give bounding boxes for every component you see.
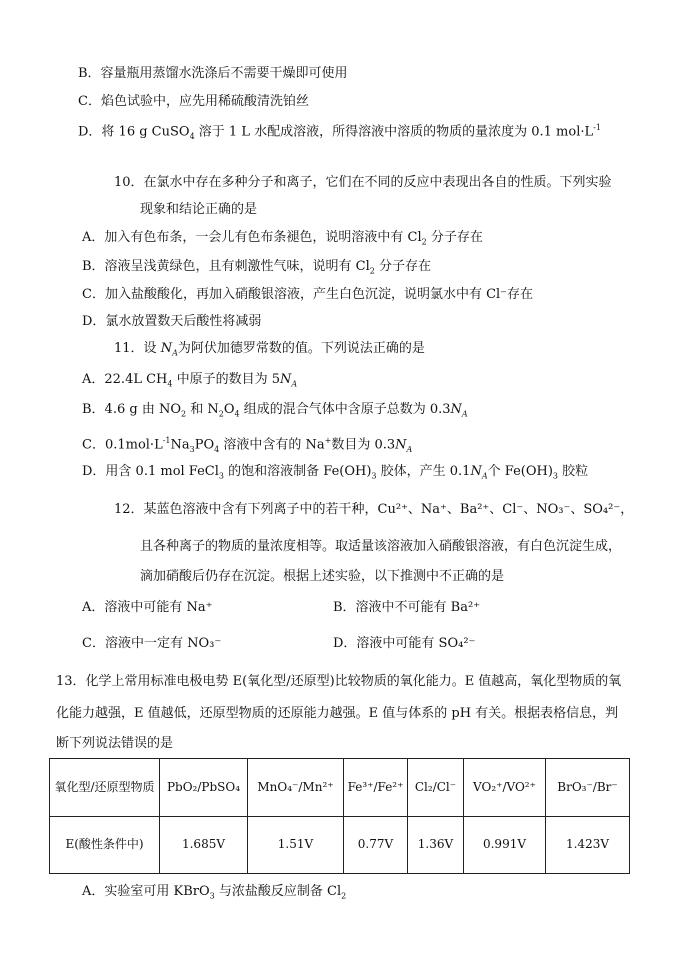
option-c-prev: C．焰色试验中，应先用稀硫酸清洗铂丝: [78, 94, 309, 109]
table-couple-cl2: Cl₂/Cl⁻: [408, 759, 464, 817]
electrode-potential-table: [49, 758, 630, 874]
question-13-stem-cont-2: 断下列说法错误的是: [56, 736, 174, 751]
option-d-prev: D．将 16 g CuSO$_4$ 溶于 1 L 水配成溶液，所得溶液中溶质的物质的量浓度为 0.1 $mol\cdot L^{-1}$: [78, 123, 601, 141]
question-12-option-a: A．溶液中可能有 Na⁺: [82, 600, 213, 615]
question-11-option-b: B．4.6 g 由 $NO_2$ 和 $N_2O_4$ 组成的混合气体中含原子总数为 $0.3N_A$: [82, 402, 468, 419]
table-header-label: 氧化型/还原型物质: [50, 759, 160, 817]
question-11-option-d: D．用含 0.1 mol FeCl$_3$ 的饱和溶液制备 $Fe(OH)_3$ 胶体，产生 $0.1N_A$个 $Fe(OH)_3$ 胶粒: [82, 464, 589, 481]
table-value-vo2: 0.991V: [464, 816, 546, 874]
table-value-mno4: 1.51V: [248, 816, 344, 874]
table-value-cl2: 1.36V: [408, 816, 464, 874]
table-value-fe: 0.77V: [344, 816, 408, 874]
option-b-prev: B．容量瓶用蒸馏水洗涤后不需要干燥即可使用: [78, 66, 348, 81]
question-12-option-b: B．溶液中不可能有 Ba²⁺: [333, 600, 481, 615]
question-10-option-b: B．溶液呈浅黄绿色，且有刺激性气味，说明有 $Cl_2$ 分子存在: [82, 259, 432, 276]
table-header-row: [50, 759, 630, 817]
question-12-stem-cont-1: 且各种离子的物质的量浓度相等。取适量该溶液加入硝酸银溶液，有白色沉淀生成，: [140, 539, 622, 554]
question-11-option-a: A．22.4L $CH_4$ 中原子的数目为 $5N_A$: [82, 372, 298, 389]
question-12-stem-cont-2: 滴加硝酸后仍存在沉淀。根据上述实验，以下推测中不正确的是: [140, 569, 505, 584]
question-10-option-d: D．氯水放置数天后酸性将减弱: [82, 314, 262, 329]
table-couple-pbo2: PbO₂/PbSO₄: [160, 759, 248, 817]
table-value-bro3: 1.423V: [546, 816, 630, 874]
question-12-stem: 12．某蓝色溶液中含有下列离子中的若干种，Cu²⁺、Na⁺、Ba²⁺、Cl⁻、NO₃⁻、SO₄²⁻，: [114, 502, 634, 517]
question-13-option-a: A．实验室可用 KBrO$_3$ 与浓盐酸反应制备 $Cl_2$: [82, 884, 347, 901]
question-11-option-c: C．$0.1mol\cdot L^{-1}Na_3PO_4$ 溶液中含有的 Na+数目为 $0.3N_A$: [82, 436, 413, 454]
table-value-row: [50, 816, 630, 874]
question-10-option-a: A．加入有色布条，一会儿有色布条褪色，说明溶液中有 $Cl_2$ 分子存在: [82, 230, 483, 247]
question-13-stem: 13．化学上常用标准电极电势 E(氧化型/还原型)比较物质的氧化能力。E 值越高，氧化型物质的氧: [56, 674, 622, 689]
table-row-label: E(酸性条件中): [50, 816, 160, 874]
table-couple-vo2: VO₂⁺/VO²⁺: [464, 759, 546, 817]
question-10-stem: 10．在氯水中存在多种分子和离子，它们在不同的反应中表现出各自的性质。下列实验: [114, 175, 612, 190]
question-10-option-c: C．加入盐酸酸化，再加入硝酸银溶液，产生白色沉淀，说明氯水中有 Cl⁻存在: [82, 287, 534, 302]
table-couple-fe: Fe³⁺/Fe²⁺: [344, 759, 408, 817]
question-11-stem: 11．设 $N_A$为阿伏加德罗常数的值。下列说法正确的是: [114, 341, 425, 358]
table-couple-bro3: BrO₃⁻/Br⁻: [546, 759, 630, 817]
table-couple-mno4: MnO₄⁻/Mn²⁺: [248, 759, 344, 817]
question-12-option-c: C．溶液中一定有 NO₃⁻: [82, 636, 222, 651]
question-10-stem-cont: 现象和结论正确的是: [140, 202, 258, 217]
question-13-stem-cont-1: 化能力越强，E 值越低，还原型物质的还原能力越强。E 值与体系的 pH 有关。根据表格信息，判: [56, 706, 619, 721]
table-value-pbo2: 1.685V: [160, 816, 248, 874]
question-12-option-d: D．溶液中可能有 SO₄²⁻: [333, 636, 476, 651]
